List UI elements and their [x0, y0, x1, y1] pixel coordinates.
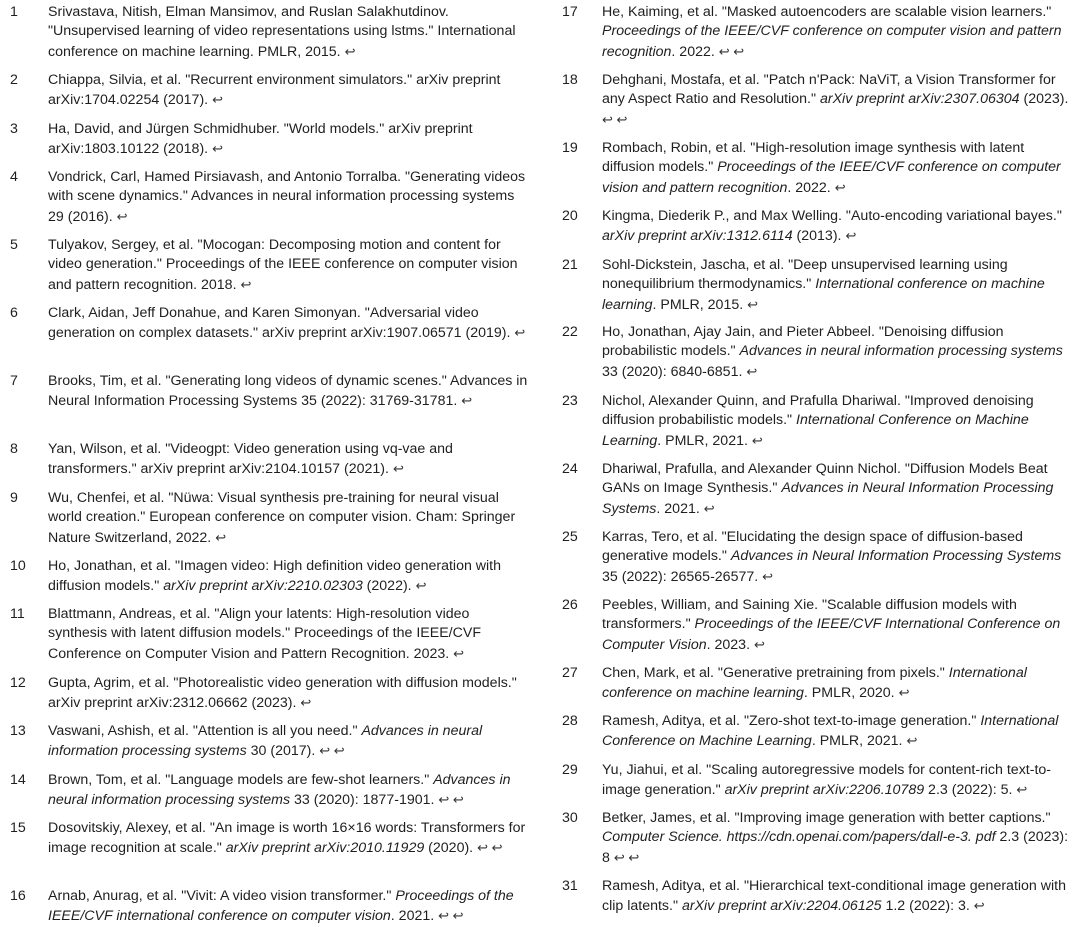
- reference-venue-italic: International conference on machine learning: [602, 276, 1045, 313]
- reference-text-segment: (2020).: [424, 840, 474, 857]
- reference-item: [556, 460, 1076, 519]
- reference-item: [556, 71, 1076, 130]
- reference-text: [48, 72, 500, 108]
- reference-number: 1: [10, 4, 18, 20]
- reference-number: 14: [10, 772, 26, 788]
- reference-number: 21: [562, 257, 578, 273]
- back-link-icon[interactable]: ↩ ↩: [613, 849, 640, 865]
- reference-number: 20: [562, 208, 578, 224]
- back-link-icon[interactable]: ↩: [834, 179, 846, 195]
- reference-text: [602, 208, 1062, 244]
- reference-item: [556, 596, 1076, 655]
- reference-text-segment: Vaswani, Ashish, et al. "Attention is all you need.": [48, 723, 362, 739]
- reference-text-segment: Ramesh, Aditya, et al. "Zero-shot text-to-image generation.": [602, 713, 981, 729]
- back-link-icon[interactable]: ↩: [751, 432, 763, 448]
- reference-text: [48, 820, 525, 856]
- back-link-icon[interactable]: ↩: [906, 733, 918, 749]
- reference-venue-italic: Proceedings of the IEEE/CVF International Conference on Computer Vision: [602, 616, 1061, 653]
- reference-venue-italic: Proceedings of the IEEE/CVF conference on computer vision and pattern recognition: [602, 159, 1061, 196]
- reference-item: [0, 771, 530, 811]
- reference-text-segment: 33 (2020): 1877-1901.: [290, 792, 435, 809]
- reference-venue-italic: International Conference on Machine Learning: [602, 412, 1029, 449]
- reference-venue-italic: arXiv preprint arXiv:2204.06125: [681, 898, 882, 915]
- reference-text-segment: . 2023.: [706, 636, 751, 653]
- reference-text-segment: He, Kaiming, et al. "Masked autoencoders are scalable vision learners.": [602, 4, 1052, 20]
- reference-venue-italic: Advances in Neural Information Processing Systems: [730, 548, 1062, 565]
- reference-text-segment: . PMLR, 2015.: [652, 296, 744, 313]
- back-link-icon[interactable]: ↩ ↩: [438, 792, 464, 808]
- back-link-icon[interactable]: ↩: [746, 363, 758, 379]
- back-link-icon[interactable]: ↩: [973, 898, 985, 914]
- reference-text-segment: Karras, Tero, et al. "Elucidating the design space of diffusion-based generative models.": [602, 529, 1023, 565]
- reference-text-segment: Yu, Jiahui, et al. "Scaling autoregressive models for content-rich text-to-image generation.": [602, 762, 1052, 799]
- reference-text-segment: Tulyakov, Sergey, et al. "Mocogan: Decomposing motion and content for video generation." Proceedings of the IEEE conference on computer vision and pattern recognition. 2018.: [48, 237, 518, 293]
- reference-number: 27: [562, 665, 578, 681]
- reference-item: [0, 120, 530, 160]
- reference-text-segment: Yan, Wilson, et al. "Videogpt: Video generation using vq-vae and transformers." arXiv preprint arXiv:2104.10157 (2021).: [48, 441, 453, 478]
- reference-venue-italic: Advances in neural information processing systems: [48, 723, 483, 760]
- reference-text: [48, 4, 515, 60]
- reference-text-segment: (2023).: [1019, 91, 1069, 108]
- reference-venue-italic: arXiv preprint arXiv:2307.06304: [819, 91, 1020, 108]
- reference-text-segment: . 2021.: [390, 908, 435, 925]
- reference-text: [602, 72, 1068, 107]
- reference-number: 4: [10, 169, 18, 185]
- reference-text-segment: (2022).: [362, 578, 412, 595]
- reference-number: 28: [562, 713, 578, 729]
- reference-number: 17: [562, 4, 578, 20]
- back-link-icon[interactable]: ↩ ↩: [438, 908, 464, 924]
- reference-text: [602, 529, 1061, 585]
- reference-text-segment: Kingma, Diederik P., and Max Welling. "Auto-encoding variational bayes.": [602, 208, 1062, 224]
- reference-item: [0, 236, 530, 295]
- reference-text-segment: . 2021.: [656, 500, 700, 517]
- reference-text-segment: . PMLR, 2020.: [803, 685, 895, 702]
- reference-number: 5: [10, 237, 18, 253]
- reference-text: [48, 305, 510, 341]
- reference-item: [556, 528, 1076, 587]
- reference-text: [602, 140, 1061, 196]
- reference-text-segment: Nichol, Alexander Quinn, and Prafulla Dhariwal. "Improved denoising diffusion probabilistic models.": [602, 393, 1034, 429]
- reference-number: 29: [562, 762, 578, 778]
- reference-item: [0, 71, 530, 111]
- reference-text-segment: Brown, Tom, et al. "Language models are few-shot learners.": [48, 772, 434, 788]
- reference-number: 10: [10, 558, 26, 574]
- reference-text-segment: Ha, David, and Jürgen Schmidhuber. "World models." arXiv preprint arXiv:1803.10122 (2018).: [48, 121, 473, 158]
- back-link-icon[interactable]: ↩ ↩: [718, 43, 745, 59]
- reference-item: [0, 440, 530, 480]
- reference-item: [556, 392, 1076, 451]
- reference-text-segment: Gupta, Agrim, et al. "Photorealistic video generation with diffusion models." arXiv preprint arXiv:2312.06662 (2023).: [48, 675, 517, 712]
- reference-text: [48, 373, 527, 409]
- reference-text-segment: Sohl-Dickstein, Jascha, et al. "Deep unsupervised learning using nonequilibrium thermodynamics.": [602, 257, 1008, 293]
- reference-text-segment: Arnab, Anurag, et al. "Vivit: A video vision transformer.": [48, 888, 396, 904]
- reference-number: 2: [10, 72, 18, 88]
- reference-item: [556, 664, 1076, 704]
- back-link-icon[interactable]: ↩ ↩: [319, 743, 345, 759]
- reference-text: [602, 810, 1068, 866]
- back-link-icon[interactable]: ↩: [116, 208, 128, 224]
- reference-text-segment: 35 (2022): 26565-26577.: [602, 568, 759, 585]
- reference-item: [0, 674, 530, 714]
- back-link-icon[interactable]: ↩: [753, 636, 765, 652]
- reference-text: [602, 461, 1053, 517]
- reference-item: [0, 489, 530, 548]
- reference-item: [0, 557, 530, 597]
- reference-text: [602, 257, 1045, 313]
- reference-text-segment: Ho, Jonathan, et al. "Imagen video: High definition video generation with diffusion models.": [48, 558, 502, 595]
- reference-text-segment: . PMLR, 2021.: [657, 432, 748, 449]
- reference-text: [602, 665, 1027, 701]
- reference-text-segment: Betker, James, et al. "Improving image generation with better captions.": [602, 810, 1051, 826]
- reference-number: 19: [562, 140, 578, 156]
- reference-text-segment: Rombach, Robin, et al. "High-resolution image synthesis with latent diffusion models.": [602, 140, 1025, 176]
- reference-text: [602, 393, 1034, 449]
- reference-text: [48, 121, 473, 157]
- reference-item: [0, 3, 530, 62]
- reference-text: [602, 878, 1066, 914]
- reference-number: 24: [562, 461, 578, 477]
- reference-venue-italic: International conference on machine learning: [602, 665, 1027, 702]
- reference-number: 30: [562, 810, 578, 826]
- reference-number: 22: [562, 324, 578, 340]
- reference-item: [556, 3, 1076, 62]
- reference-number: 7: [10, 373, 18, 389]
- reference-text-segment: Srivastava, Nitish, Elman Mansimov, and Ruslan Salakhutdinov. "Unsupervised learning of video representations using lstms." International conference on machine learning. PMLR, 2015.: [48, 4, 516, 60]
- reference-text-segment: . 2022.: [787, 179, 831, 196]
- back-link-icon[interactable]: ↩: [703, 500, 715, 516]
- reference-text-segment: 33 (2020): 6840-6851.: [602, 363, 743, 380]
- reference-text: [602, 597, 1060, 653]
- reference-item: [556, 809, 1076, 868]
- reference-text-segment: 1.2 (2022): 3.: [881, 898, 970, 915]
- back-link-icon[interactable]: ↩: [240, 276, 252, 292]
- reference-venue-italic: Computer Science. https://cdn.openai.com/papers/dall-e-3. pdf: [602, 829, 996, 846]
- reference-venue-italic: Advances in neural information processing systems: [48, 772, 511, 809]
- reference-number: 13: [10, 723, 26, 739]
- back-link-icon[interactable]: ↩: [1016, 782, 1028, 798]
- reference-number: 6: [10, 305, 18, 321]
- reference-number: 11: [10, 606, 25, 622]
- back-link-icon[interactable]: ↩: [212, 141, 223, 157]
- reference-item: [0, 304, 530, 344]
- reference-venue-italic: arXiv preprint arXiv:2010.11929: [225, 840, 425, 857]
- back-link-icon[interactable]: ↩: [215, 529, 227, 545]
- reference-text-segment: Peebles, William, and Saining Xie. "Scalable diffusion models with transformers.": [602, 597, 1017, 633]
- reference-number: 23: [562, 393, 578, 409]
- reference-text-segment: Ho, Jonathan, Ajay Jain, and Pieter Abbeel. "Denoising diffusion probabilistic models.": [602, 324, 1004, 360]
- reference-text-segment: Clark, Aidan, Jeff Donahue, and Karen Simonyan. "Adversarial video generation on complex datasets." arXiv preprint arXiv:1907.06571 (2019).: [48, 305, 511, 342]
- reference-item: [556, 139, 1076, 198]
- reference-text-segment: Ramesh, Aditya, et al. "Hierarchical text-conditional image generation with clip latents.": [602, 878, 1066, 915]
- reference-item: [556, 207, 1076, 247]
- reference-item: [0, 722, 530, 762]
- reference-venue-italic: Advances in Neural Information Processing Systems: [602, 480, 1054, 517]
- reference-text-segment: Dehghani, Mostafa, et al. "Patch n'Pack: NaViT, a Vision Transformer for any Aspect Ratio and Resolution.": [602, 72, 1056, 108]
- reference-venue-italic: arXiv preprint arXiv:2206.10789: [724, 782, 925, 799]
- reference-number: 16: [10, 888, 26, 904]
- reference-text: [48, 606, 481, 662]
- reference-text-segment: (2013).: [792, 228, 842, 245]
- reference-number: 12: [10, 675, 26, 691]
- reference-text-segment: Chen, Mark, et al. "Generative pretraining from pixels.": [602, 665, 949, 681]
- reference-venue-italic: arXiv preprint arXiv:1312.6114: [602, 228, 793, 245]
- back-link-icon[interactable]: ↩: [415, 578, 427, 594]
- back-link-icon[interactable]: ↩ ↩: [477, 840, 503, 856]
- reference-text: [48, 490, 515, 546]
- back-link-icon[interactable]: ↩: [453, 645, 465, 661]
- reference-venue-italic: Advances in neural information processing systems: [739, 343, 1063, 360]
- reference-venue-italic: International Conference on Machine Learning: [602, 713, 1059, 750]
- reference-text: [48, 675, 517, 711]
- back-link-icon[interactable]: ↩: [762, 568, 774, 584]
- reference-text: [602, 4, 1062, 60]
- back-link-icon[interactable]: ↩: [392, 461, 404, 477]
- reference-item: [0, 168, 530, 227]
- reference-venue-italic: Proceedings of the IEEE/CVF conference on computer vision and pattern recognition: [602, 23, 1062, 60]
- reference-item: [556, 323, 1076, 382]
- back-link-icon[interactable]: ↩ ↩: [602, 111, 628, 127]
- reference-item: [0, 887, 530, 927]
- reference-text-segment: 2.3 (2023): 8: [602, 829, 1069, 866]
- reference-text-segment: Dosovitskiy, Alexey, et al. "An image is worth 16×16 words: Transformers for image recognition at scale.": [48, 820, 526, 857]
- reference-number: 15: [10, 820, 26, 836]
- reference-text-segment: Wu, Chenfei, et al. "Nüwa: Visual synthesis pre-training for neural visual world creation." European conference on computer vision. Cham: Springer Nature Switzerland, 2022.: [48, 490, 516, 546]
- reference-text: [48, 237, 518, 293]
- reference-venue-italic: Proceedings of the IEEE/CVF international conference on computer vision: [48, 888, 514, 925]
- reference-text: [48, 558, 501, 594]
- reference-number: 31: [562, 878, 578, 894]
- reference-text-segment: . PMLR, 2021.: [811, 733, 903, 750]
- reference-number: 9: [10, 490, 18, 506]
- reference-item: [0, 819, 530, 859]
- reference-item: [556, 712, 1076, 752]
- reference-text-segment: . 2022.: [671, 43, 715, 60]
- reference-venue-italic: arXiv preprint arXiv:2210.02303: [163, 578, 363, 595]
- back-link-icon[interactable]: ↩: [898, 685, 910, 701]
- reference-item: [556, 256, 1076, 315]
- back-link-icon[interactable]: ↩: [300, 695, 312, 711]
- reference-item: [556, 761, 1076, 801]
- reference-text-segment: Chiappa, Silvia, et al. "Recurrent environment simulators." arXiv preprint arXiv:1704.02254 (2017).: [48, 72, 501, 109]
- reference-item: [0, 605, 530, 664]
- reference-number: 8: [10, 441, 18, 457]
- reference-text: [602, 324, 1063, 380]
- back-link-icon[interactable]: ↩: [344, 43, 356, 59]
- reference-text-segment: Blattmann, Andreas, et al. "Align your latents: High-resolution video synthesis with latent diffusion models." Proceedings of the IEEE/CVF Conference on Computer Vision and Pattern Recognition. 2023.: [48, 606, 481, 662]
- reference-text-segment: 2.3 (2022): 5.: [924, 782, 1013, 799]
- reference-number: 26: [562, 597, 578, 613]
- reference-text-segment: Brooks, Tim, et al. "Generating long videos of dynamic scenes." Advances in Neural Information Processing Systems 35 (2022): 31769-31781.: [48, 373, 528, 410]
- back-link-icon[interactable]: ↩: [747, 296, 759, 312]
- back-link-icon[interactable]: ↩: [212, 92, 223, 108]
- reference-text: [602, 762, 1051, 798]
- reference-text-segment: 30 (2017).: [246, 743, 316, 760]
- reference-number: 18: [562, 72, 578, 88]
- back-link-icon[interactable]: ↩: [845, 228, 857, 244]
- reference-number: 3: [10, 121, 18, 137]
- back-link-icon[interactable]: ↩: [461, 393, 473, 409]
- reference-text-segment: Vondrick, Carl, Hamed Pirsiavash, and Antonio Torralba. "Generating videos with scene dynamics." Advances in neural information processing systems 29 (2016).: [48, 169, 526, 225]
- reference-text-segment: Dhariwal, Prafulla, and Alexander Quinn Nichol. "Diffusion Models Beat GANs on Image Synthesis.": [602, 461, 1048, 497]
- reference-text: [48, 723, 482, 759]
- reference-number: 25: [562, 529, 578, 545]
- reference-item: [0, 372, 530, 412]
- back-link-icon[interactable]: ↩: [514, 325, 526, 341]
- reference-text: [602, 713, 1058, 749]
